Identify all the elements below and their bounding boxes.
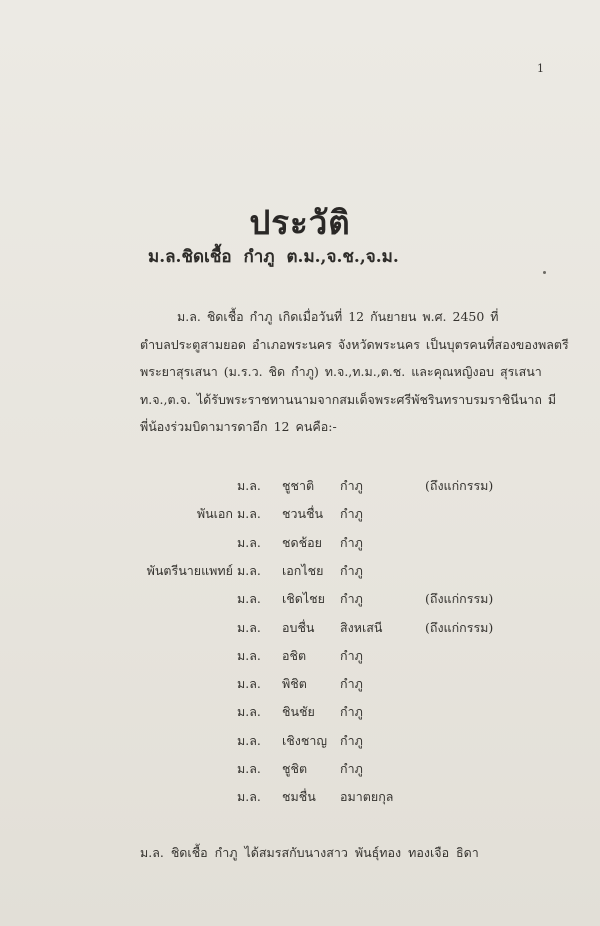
sibling-row [0, 589, 600, 609]
sibling-prefix: พันเอก [196, 506, 233, 522]
page-subtitle: ม.ล.ชิดเชื้อ กำภู ต.ม.,จ.ช.,จ.ม. [148, 247, 399, 267]
sibling-title: ม.ล. [237, 506, 261, 522]
sibling-name: ชูชาติ [282, 478, 315, 493]
page-title: ประวัติ [249, 203, 351, 242]
sibling-name: ชมชื่น [282, 789, 316, 805]
page-number: 1 [537, 62, 544, 75]
sibling-title: ม.ล. [237, 591, 261, 607]
sibling-title: ม.ล. [237, 534, 261, 550]
intro-line: ตำบลประตูสามยอด อำเภอพระนคร จังหวัดพระนคร เป็นบุตรคนที่สองของพลตรี [140, 336, 569, 352]
sibling-name: เชิงชาญ [282, 732, 328, 748]
intro-line: ม.ล. ชิดเชื้อ กำภู เกิดเมื่อวันที่ 12 กันยายน พ.ศ. 2450 ที่ [177, 309, 499, 324]
sibling-name: ชวนชื่น [282, 506, 324, 522]
sibling-note: (ถึงแก่กรรม) [425, 591, 494, 607]
sibling-surname: สิงหเสนี [340, 619, 383, 635]
sibling-title: ม.ล. [237, 761, 261, 776]
intro-line: ท.จ.,ต.จ. ได้รับพระราชทานนามจากสมเด็จพระศรีพัชรินทราบรมราชินีนาถ มี [140, 391, 557, 407]
sibling-row [0, 646, 600, 666]
sibling-row [0, 787, 600, 807]
sibling-name: ชดช้อย [282, 534, 322, 550]
sibling-title: ม.ล. [237, 647, 261, 663]
sibling-name: อชิต [282, 647, 307, 663]
sibling-row [0, 504, 600, 524]
sibling-surname: กำภู [340, 732, 363, 748]
intro-paragraph [140, 303, 569, 441]
sibling-title: ม.ล. [237, 562, 261, 578]
sibling-name: ชินชัย [282, 704, 315, 720]
intro-line: พี่น้องร่วมบิดามารดาอีก 12 คนคือ:- [140, 419, 337, 434]
sibling-note: (ถึงแก่กรรม) [425, 478, 494, 493]
sibling-row [0, 702, 600, 722]
sibling-surname: กำภู [340, 506, 363, 522]
sibling-surname: กำภู [340, 591, 363, 607]
sibling-note: (ถึงแก่กรรม) [425, 619, 494, 635]
sibling-title: ม.ล. [237, 789, 261, 805]
sibling-surname: กำภู [340, 704, 363, 720]
sibling-prefix: พันตรีนายแพทย์ [146, 562, 233, 578]
paper-speck [543, 271, 546, 274]
sibling-title: ม.ล. [237, 732, 261, 748]
sibling-row [0, 476, 600, 496]
sibling-surname: กำภู [340, 761, 363, 776]
sibling-row [0, 618, 600, 638]
sibling-title: ม.ล. [237, 619, 261, 635]
sibling-surname: อมาตยกุล [340, 789, 394, 805]
sibling-name: ชูชิต [282, 761, 308, 776]
sibling-surname: กำภู [340, 647, 363, 663]
sibling-name: อบชื่น [282, 619, 315, 635]
sibling-title: ม.ล. [237, 478, 261, 493]
sibling-title: ม.ล. [237, 704, 261, 720]
sibling-name: พิชิต [282, 676, 307, 692]
sibling-name: เอกไชย [282, 562, 324, 578]
sibling-surname: กำภู [340, 676, 363, 692]
sibling-title: ม.ล. [237, 676, 261, 692]
closing-line: ม.ล. ชิดเชื้อ กำภู ได้สมรสกับนางสาว พันธุ์ทอง ทองเจือ ธิดา [140, 845, 479, 860]
sibling-row [0, 759, 600, 779]
sibling-row [0, 533, 600, 553]
intro-line: พระยาสุรเสนา (ม.ร.ว. ชิด กำภู) ท.จ.,ท.ม.,ต.ช. และคุณหญิงอบ สุรเสนา [140, 364, 542, 379]
sibling-surname: กำภู [340, 534, 363, 550]
sibling-row [0, 674, 600, 694]
sibling-row [0, 731, 600, 751]
sibling-surname: กำภู [340, 562, 363, 578]
sibling-name: เชิดไชย [282, 591, 325, 607]
sibling-row [0, 561, 600, 581]
sibling-surname: กำภู [340, 478, 363, 493]
